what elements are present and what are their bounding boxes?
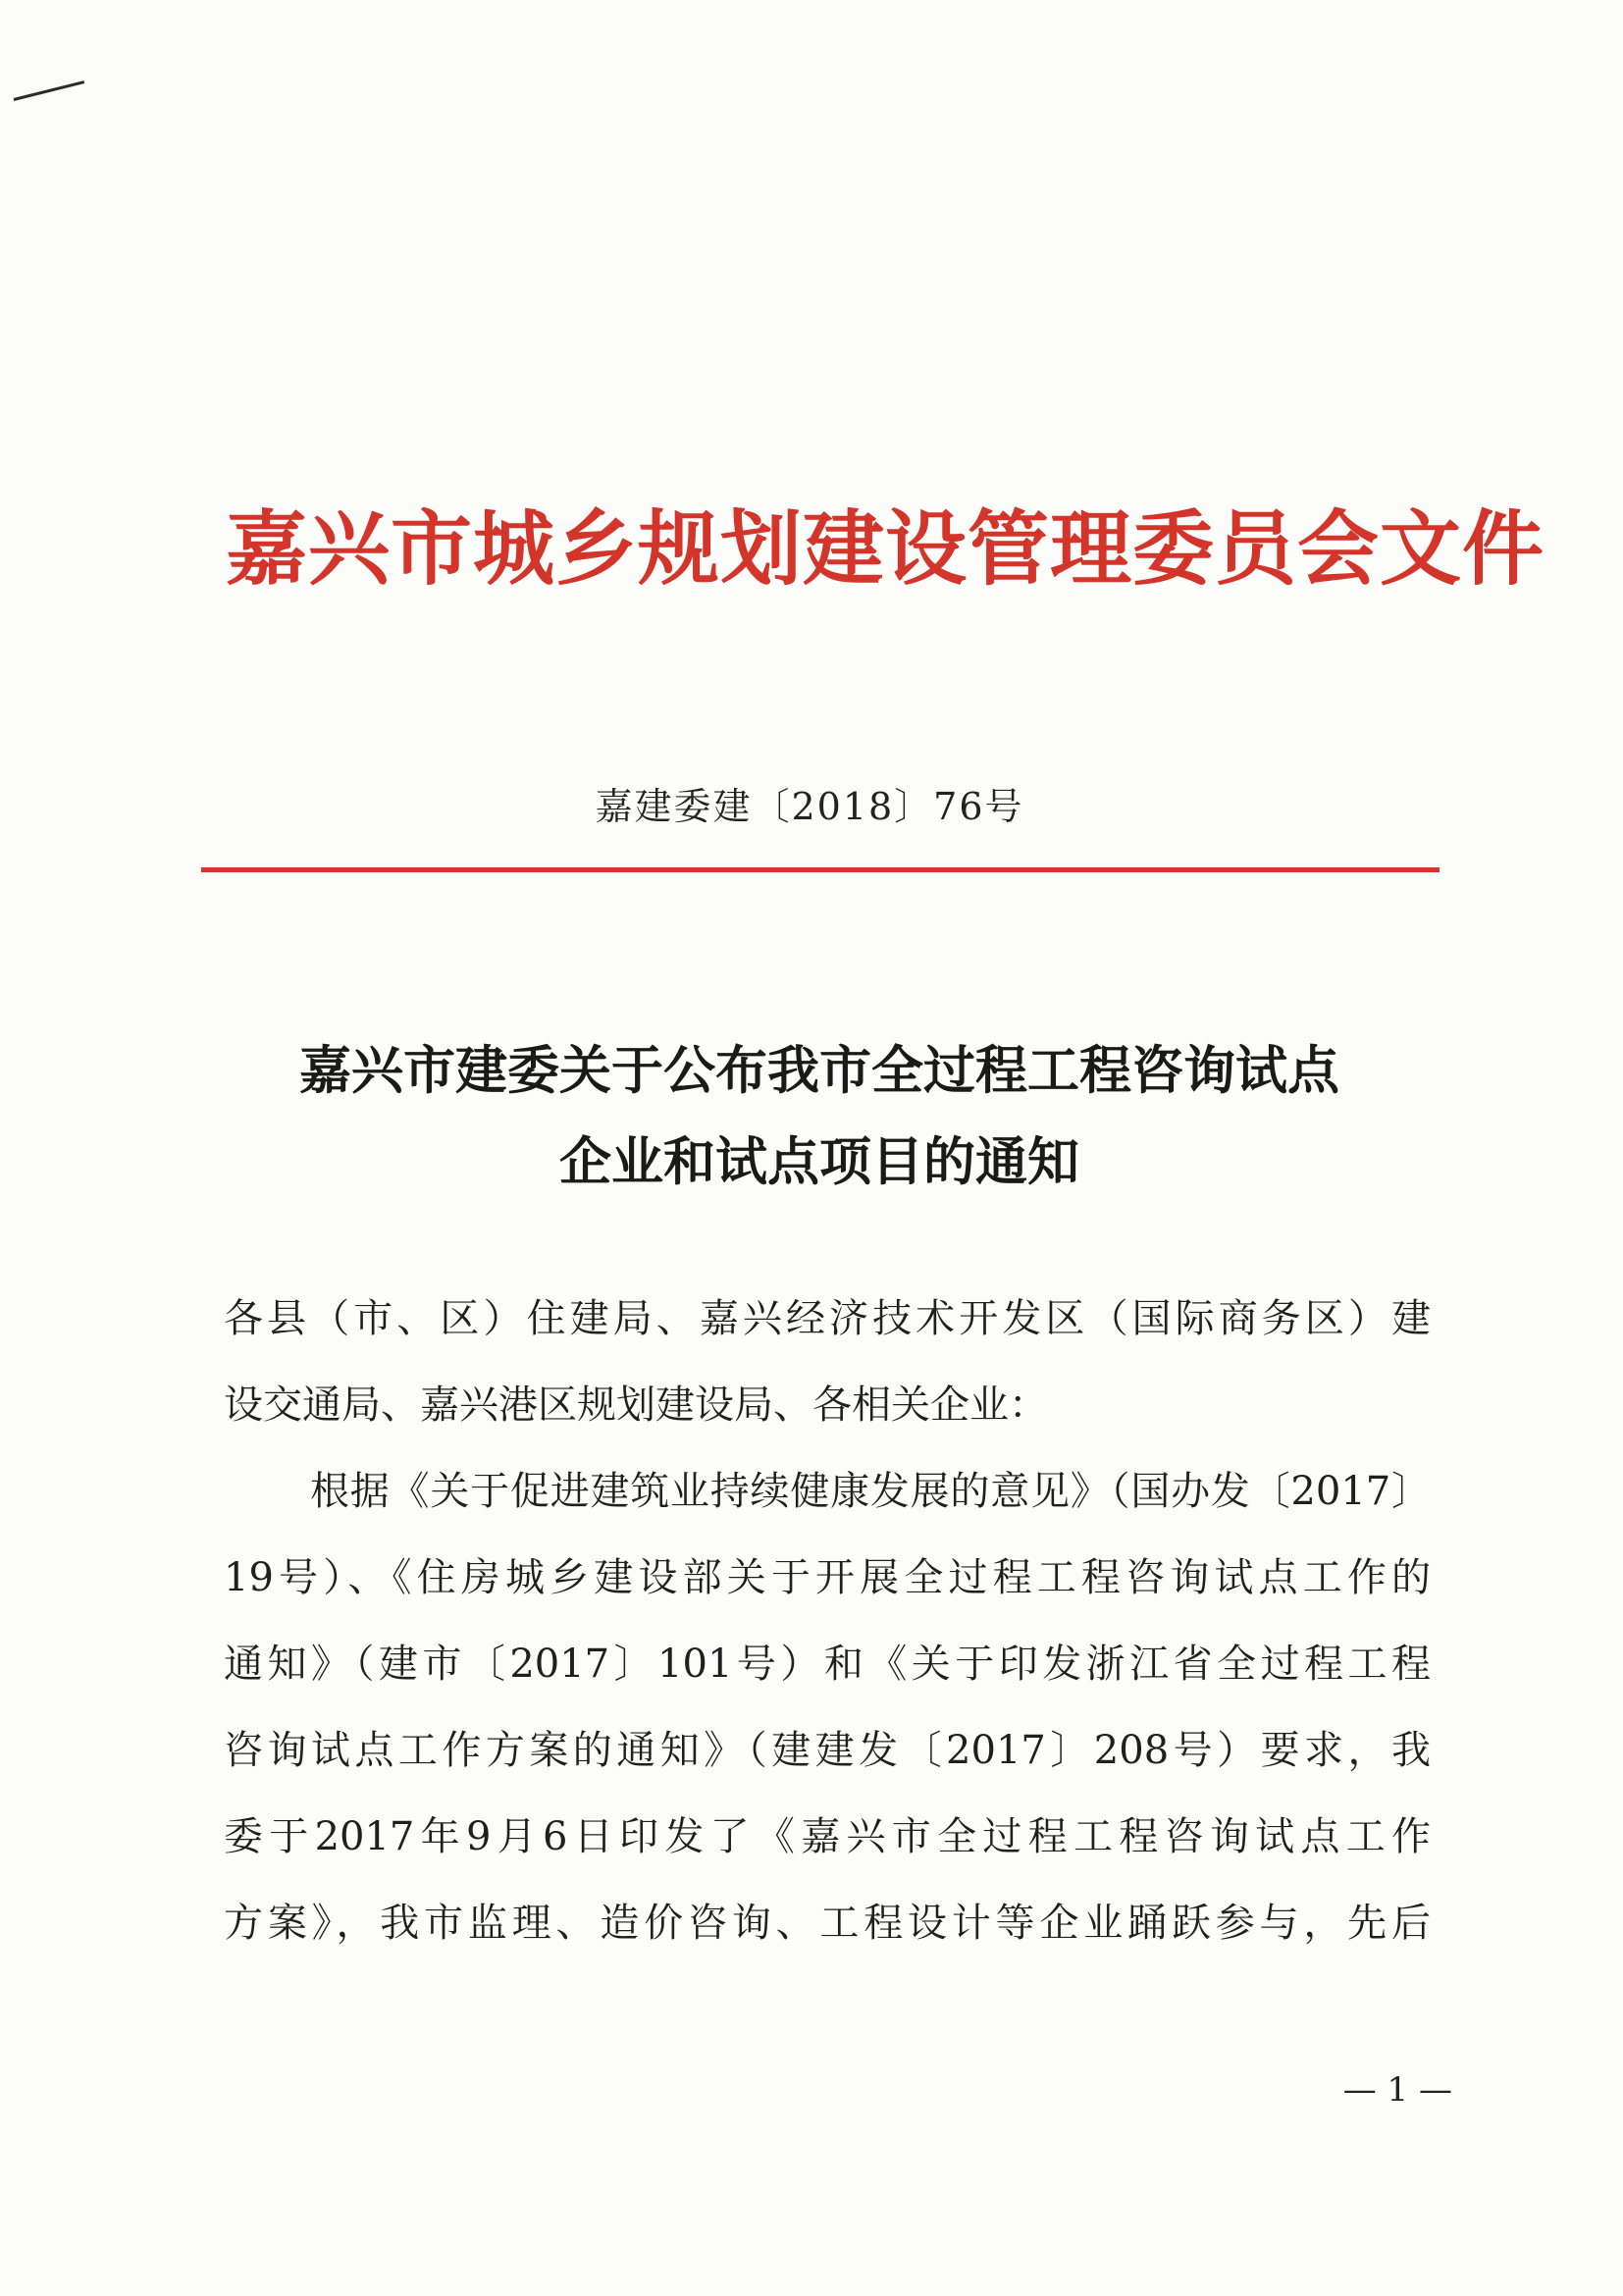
issuing-authority-title: 嘉兴市城乡规划建设管理委员会文件 (226, 500, 1544, 597)
body-line: 根据《关于促进建筑业持续健康发展的意见》（国办发〔2017〕 (310, 1469, 1431, 1514)
notice-body (224, 1276, 1431, 1966)
body-line: 通知》（建市〔2017〕101号）和《关于印发浙江省全过程工程 (224, 1642, 1431, 1687)
body-line: 方案》，我市监理、造价咨询、工程设计等企业踊跃参与，先后 (224, 1901, 1431, 1946)
body-line: 咨询试点工作方案的通知》（建建发〔2017〕208号）要求，我 (224, 1728, 1431, 1773)
notice-title (196, 1025, 1442, 1208)
body-line: 设交通局、嘉兴港区规划建设局、各相关企业： (224, 1383, 1048, 1428)
body-line: 委于2017年9月6日印发了《嘉兴市全过程工程咨询试点工作 (224, 1814, 1431, 1859)
notice-title-line: 嘉兴市建委关于公布我市全过程工程咨询试点 (299, 1040, 1339, 1101)
red-divider-line (201, 867, 1440, 872)
body-line: 各县（市、区）住建局、嘉兴经济技术开发区（国际商务区）建 (224, 1296, 1431, 1341)
body-line: 19号）、《住房城乡建设部关于开展全过程工程咨询试点工作的 (224, 1555, 1431, 1600)
scan-mark (14, 80, 85, 101)
notice-title-line: 企业和试点项目的通知 (559, 1131, 1079, 1192)
document-number: 嘉建委建〔2018〕76号 (595, 785, 1024, 828)
page-number: — 1 — (1342, 2070, 1452, 2110)
